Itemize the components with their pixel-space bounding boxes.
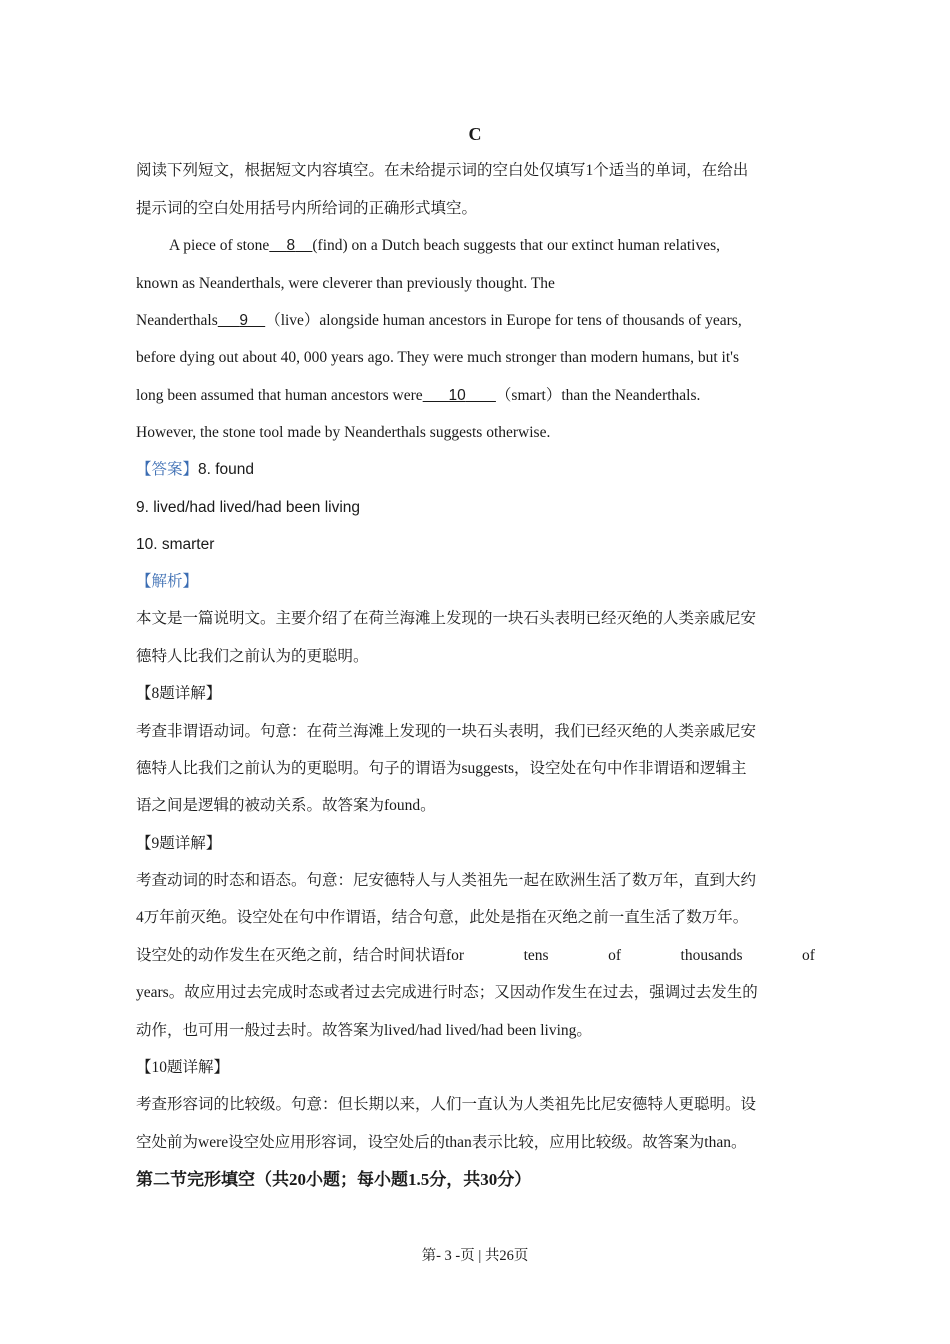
justified-word: of (608, 947, 621, 964)
passage-line-5 (136, 385, 700, 407)
passage-line-2: known as Neanderthals, were cleverer than previously thought. The (136, 275, 555, 292)
detail-8-heading: 【8题详解】 (136, 685, 222, 702)
passage-text: Neanderthals (136, 312, 218, 329)
analysis-summary-1: 本文是一篇说明文。主要介绍了在荷兰海滩上发现的一块石头表明已经灭绝的人类亲戚尼安 (136, 610, 757, 627)
page-footer: 第- 3 -页 | 共26页 (421, 1248, 529, 1264)
justified-word: 设空处的动作发生在灭绝之前，结合时间状语for (136, 947, 465, 964)
answer-tag: 【答案】 (136, 461, 199, 478)
passage-line-4: before dying out about 40, 000 years ago. They were much stronger than modern humans, but it's (136, 349, 739, 366)
analysis-tag: 【解析】 (136, 573, 199, 590)
instruction-line-2: 提示词的空白处用括号内所给词的正确形式填空。 (136, 200, 478, 217)
passage-text: (find) on a Dutch beach suggests that our extinct human relatives, (312, 237, 721, 254)
passage-line-1 (169, 235, 720, 257)
detail-8-line-2: 德特人比我们之前认为的更聪明。句子的谓语为suggests，设空处在句中作非谓语和逻辑主 (136, 760, 747, 777)
detail-9-line-5: 动作，也可用一般过去时。故答案为lived/had lived/had been living。 (136, 1022, 592, 1039)
detail-10-line-1: 考查形容词的比较级。句意：但长期以来，人们一直认为人类祖先比尼安德特人更聪明。设 (136, 1096, 757, 1113)
detail-8-line-1: 考查非谓语动词。句意：在荷兰海滩上发现的一块石头表明，我们已经灭绝的人类亲戚尼安 (136, 723, 757, 740)
detail-9-line-4: years。故应用过去完成时态或者过去完成进行时态；又因动作发生在过去，强调过去发生的 (136, 984, 758, 1001)
detail-9-heading: 【9题详解】 (136, 835, 222, 852)
detail-8-line-3: 语之间是逻辑的被动关系。故答案为found。 (136, 797, 436, 814)
detail-9-line-2: 4万年前灭绝。设空处在句中作谓语，结合句意，此处是指在灭绝之前一直生活了数万年。 (136, 909, 749, 926)
analysis-summary-2: 德特人比我们之前认为的更聪明。 (136, 648, 369, 665)
passage-text: A piece of stone (169, 237, 270, 254)
detail-10-line-2: 空处前为were设空处应用形容词，设空处后的than表示比较，应用比较级。故答案为than。 (136, 1134, 747, 1151)
next-section-title: 第二节完形填空（共20小题；每小题1.5分，共30分） (136, 1170, 532, 1189)
section-letter: C (468, 124, 482, 144)
answer-10: 10. smarter (136, 536, 215, 553)
blank-8: 8 (286, 237, 296, 254)
justified-word: thousands (680, 947, 743, 964)
answer-9: 9. lived/had lived/had been living (136, 499, 361, 516)
blank-9: 9 (239, 312, 248, 329)
detail-10-heading: 【10题详解】 (136, 1059, 230, 1076)
passage-text: （smart）than the Neanderthals. (495, 387, 701, 404)
detail-9-line-3 (136, 945, 815, 967)
answer-line-8 (136, 459, 254, 481)
detail-9-line-1: 考查动词的时态和语态。句意：尼安德特人与人类祖先一起在欧洲生活了数万年，直到大约 (136, 872, 757, 889)
passage-text: （live）alongside human ancestors in Europe for tens of thousands of years, (265, 312, 742, 329)
justified-word: tens (523, 947, 549, 964)
justified-word: of (802, 947, 815, 964)
passage-line-6: However, the stone tool made by Neanderthals suggests otherwise. (136, 424, 551, 441)
instruction-line-1: 阅读下列短文，根据短文内容填空。在未给提示词的空白处仅填写1个适当的单词，在给出 (136, 162, 749, 179)
passage-text: long been assumed that human ancestors were (136, 387, 423, 404)
answer-8: 8. found (198, 461, 255, 478)
passage-line-3 (136, 310, 742, 332)
blank-10: 10 (448, 387, 466, 404)
